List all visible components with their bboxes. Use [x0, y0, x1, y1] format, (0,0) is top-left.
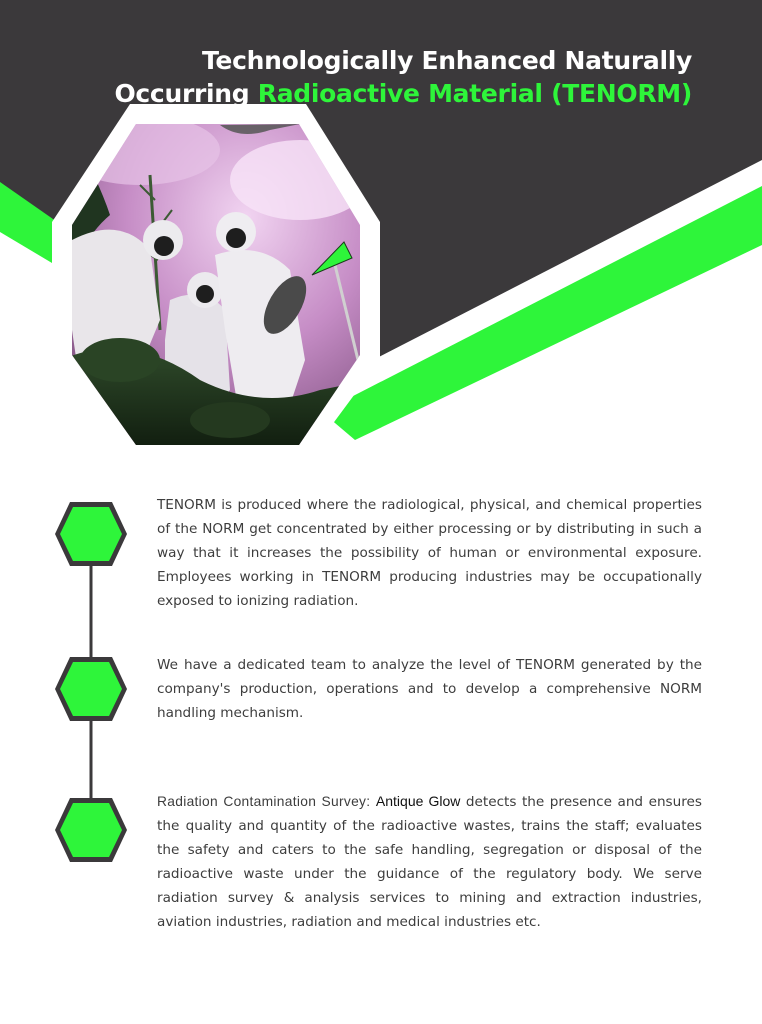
page-title-white: Technologically Enhanced Naturally Occurring	[114, 46, 692, 108]
section-paragraph-2	[157, 653, 702, 725]
timeline-hexagon-1	[55, 502, 127, 566]
timeline-hexagon-3	[55, 798, 127, 862]
company-name: Antique Glow	[375, 793, 461, 809]
page-title-green: Radioactive Material (TENORM)	[257, 79, 692, 108]
section-lead-3: Radiation Contamination Survey:	[157, 794, 371, 809]
section-paragraph-3	[157, 789, 702, 934]
timeline-hexagon-2	[55, 657, 127, 721]
section-text-2: We have a dedicated team to analyze the level of TENORM generated by the company's production, operations and to develop a comprehensive NORM handling mechanism.	[157, 657, 702, 721]
section-text-3: detects the presence and ensures the quality and quantity of the radioactive wastes, trains the staff; evaluates the safety and caters to the safe handling, segregation or disposal of the radioactive waste under the guidance of the regulatory body. We serve radiation survey & analysis services to mining and extraction industries, aviation industries, radiation and medical industries etc.	[157, 794, 702, 930]
section-paragraph-1	[157, 493, 702, 613]
section-text-1: TENORM is produced where the radiological, physical, and chemical properties of the NORM get concentrated by either processing or by distributing in such a way that it increases the possibility of human or environmental exposure. Employees working in TENORM producing industries may be occupationally exposed to ionizing radiation.	[157, 497, 702, 609]
page-title	[92, 44, 692, 110]
